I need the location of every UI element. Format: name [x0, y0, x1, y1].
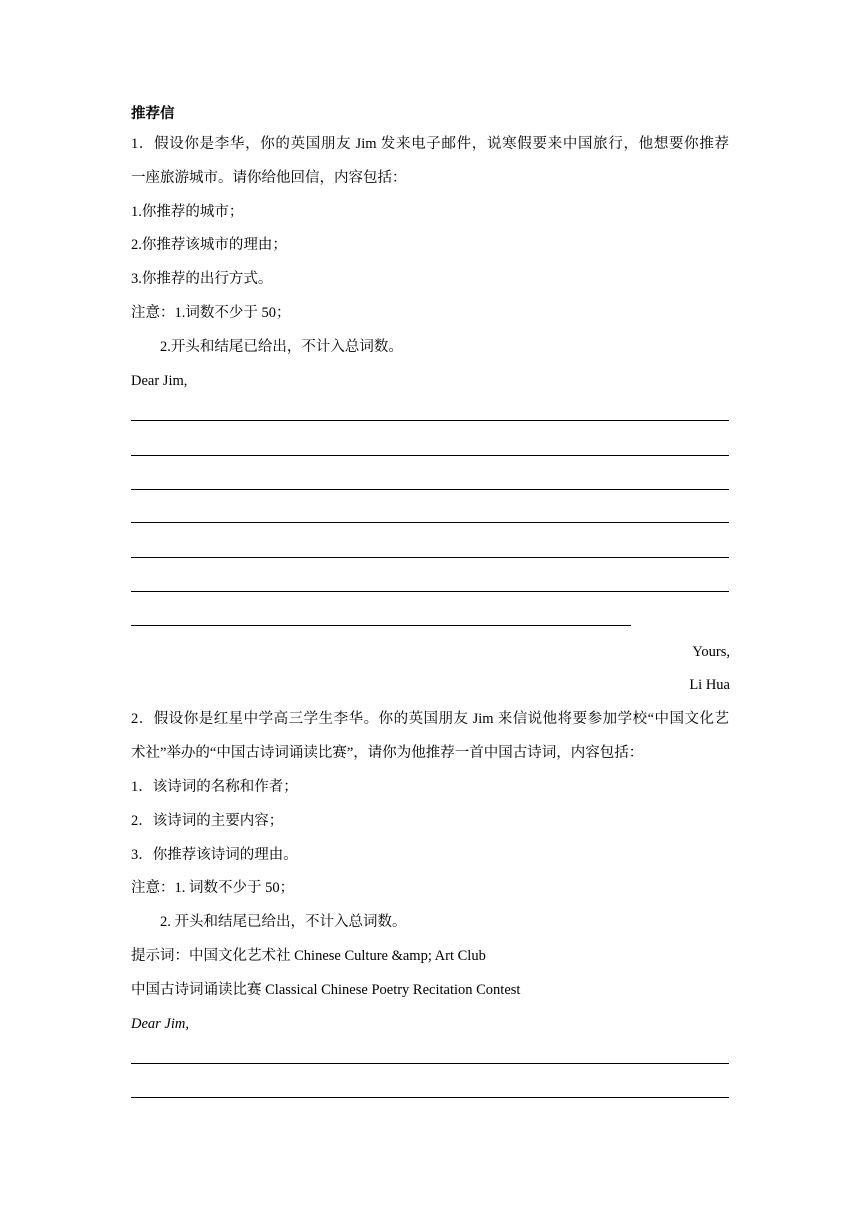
q2-note-1: 注意：1. 词数不少于 50； [131, 880, 295, 896]
q2-prompt-line-1: 2．假设你是红星中学高三学生李华。你的英国朋友 Jim 来信说他将要参加学校“中国文化艺 [131, 711, 729, 727]
q1-note-2: 2.开头和结尾已给出，不计入总词数。 [160, 339, 403, 355]
q1-answer-line-3 [131, 489, 729, 490]
q2-hint-2: 中国古诗词诵读比赛 Classical Chinese Poetry Recitation Contest [131, 982, 521, 998]
q1-answer-line-7 [131, 625, 631, 626]
q1-closing: Yours, [692, 644, 730, 660]
q2-answer-line-2 [131, 1097, 729, 1098]
q1-prompt-line-2: 一座旅游城市。请你给他回信，内容包括： [131, 170, 407, 186]
q2-requirement-3: 3．你推荐该诗词的理由。 [131, 847, 298, 863]
q2-salutation: Dear Jim, [131, 1016, 189, 1032]
q2-prompt-line-2: 术社”举办的“中国古诗词诵读比赛”，请你为他推荐一首中国古诗词，内容包括： [131, 745, 644, 761]
q1-note-1: 注意：1.词数不少于 50； [131, 305, 291, 321]
q1-salutation: Dear Jim, [131, 373, 188, 389]
q2-requirement-2: 2．该诗词的主要内容； [131, 813, 284, 829]
q1-answer-line-1 [131, 420, 729, 421]
q1-requirement-2: 2.你推荐该城市的理由； [131, 237, 287, 253]
q1-answer-line-4 [131, 522, 729, 523]
q1-requirement-1: 1.你推荐的城市； [131, 204, 244, 220]
q2-requirement-1: 1．该诗词的名称和作者； [131, 779, 298, 795]
q2-hint-1: 提示词：中国文化艺术社 Chinese Culture &amp; Art Club [131, 948, 486, 964]
q2-answer-line-1 [131, 1063, 729, 1064]
q1-answer-line-6 [131, 591, 729, 592]
q2-note-2: 2. 开头和结尾已给出，不计入总词数。 [160, 914, 407, 930]
q1-prompt-line-1: 1．假设你是李华，你的英国朋友 Jim 发来电子邮件，说寒假要来中国旅行，他想要你推荐 [131, 136, 729, 152]
q1-answer-line-2 [131, 455, 729, 456]
q1-answer-line-5 [131, 557, 729, 558]
q1-requirement-3: 3.你推荐的出行方式。 [131, 271, 273, 287]
section-heading: 推荐信 [131, 106, 175, 122]
q1-signature: Li Hua [689, 677, 730, 693]
